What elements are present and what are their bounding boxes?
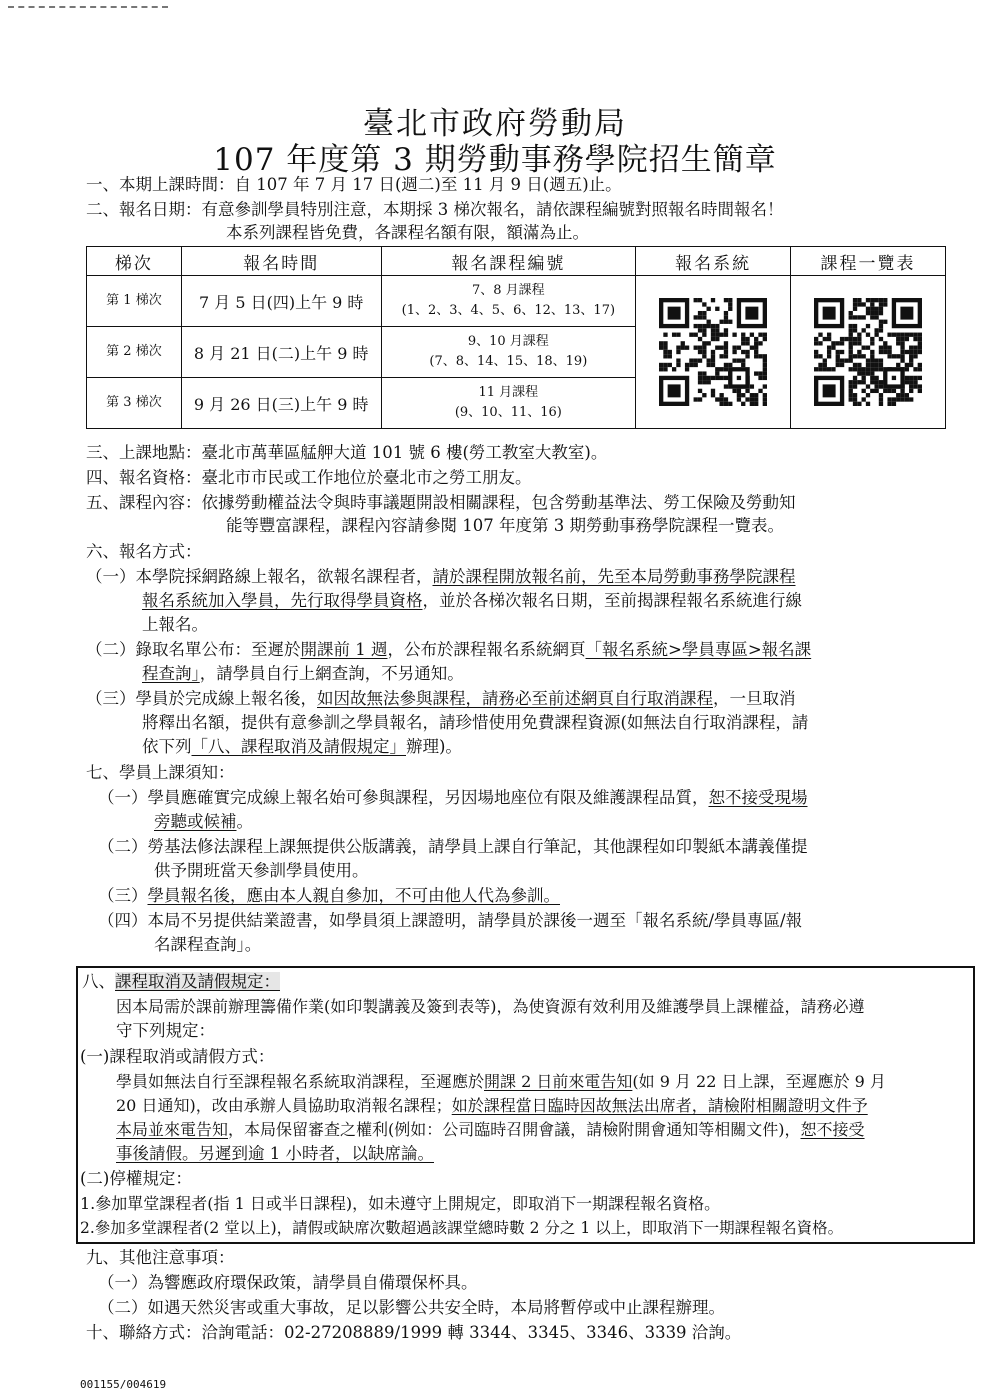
section-1: 一、本期上課時間：自 107 年 7 月 17 日(週二)至 11 月 9 日(週五)止。 xyxy=(86,175,622,194)
codes-months: 9、10 月課程 xyxy=(467,334,549,349)
codes-cell xyxy=(381,327,636,378)
table-row xyxy=(87,276,946,327)
section-8-rule-line-3: 本局並來電告知，本局保留審查之權利(例如：公司臨時召開會議，請檢附開會通知等相關文件)，恕不接受 xyxy=(116,1120,865,1139)
section-8-rule-line-2: 20 日通知)，改由承辦人員協助取消報名課程；如於課程當日臨時因故無法出席者，請檢附相關證明文件予 xyxy=(116,1096,868,1115)
section-7-item-1-cont: 旁聽或候補。 xyxy=(154,812,253,831)
suspension-rule-2: 2.參加多堂課程者(2 堂以上)，請假或缺席次數超過該課堂總時數 2 分之 1 以上，即取消下一期課程報名資格。 xyxy=(80,1219,844,1237)
section-6-item-1: （一）本學院採網路線上報名，欲報名課程者，請於課程開放報名前，先至本局勞動事務學院課程 xyxy=(86,567,796,586)
codes-list: (7、8、14、15、18、19) xyxy=(429,354,588,369)
section-4: 四、報名資格：臺北市市民或工作地位於臺北市之勞工朋友。 xyxy=(86,468,532,487)
section-2-line-2: 本系列課程皆免費，各課程名額有限，額滿為止。 xyxy=(226,223,589,242)
section-7-item-3: （三）學員報名後，應由本人親自參加，不可由他人代為參訓。 xyxy=(98,886,560,905)
header-round: 梯次 xyxy=(87,247,182,276)
qr-code-icon[interactable] xyxy=(814,298,922,406)
scan-mark xyxy=(8,6,168,11)
codes-list: (1、2、3、4、5、6、12、13、17) xyxy=(401,303,616,318)
codes-list: (9、10、11、16) xyxy=(454,405,562,420)
section-8-paragraph-cont: 守下列規定： xyxy=(116,1021,215,1040)
codes-cell xyxy=(381,276,636,327)
section-9-item-2: （二）如遇天然災害或重大事故，足以影響公共安全時，本局將暫停或中止課程辦理。 xyxy=(98,1298,725,1317)
document-subtitle: 107 年度第 3 期勞動事務學院招生簡章 xyxy=(213,142,777,178)
section-7-item-1: （一）學員應確實完成線上報名始可參與課程，另因場地座位有限及維護課程品質，恕不接受現場 xyxy=(98,788,808,807)
header-list: 課程一覽表 xyxy=(791,247,946,276)
section-6-item-2-cont: 程查詢」，請學員自行上網查詢，不另通知。 xyxy=(142,664,464,683)
section-8-sub-1: (一)課程取消或請假方式： xyxy=(80,1047,275,1066)
section-3: 三、上課地點：臺北市萬華區艋舺大道 101 號 6 樓(勞工教室大教室)。 xyxy=(86,443,608,462)
time-cell: 9 月 26 日(三)上午 9 時 xyxy=(181,378,381,429)
round-cell: 第 1 梯次 xyxy=(87,276,182,327)
round-cell: 第 2 梯次 xyxy=(87,327,182,378)
round-cell: 第 3 梯次 xyxy=(87,378,182,429)
section-8-paragraph: 因本局需於課前辦理籌備作業(如印製講義及簽到表等)，為使資源有效利用及維護學員上課權益，請務必遵 xyxy=(116,997,865,1016)
section-5-line-1: 五、課程內容：依據勞動權益法令與時事議題開設相關課程，包含勞動基準法、勞工保險及勞動知 xyxy=(86,493,796,512)
section-8-rule-line-4: 事後請假。另遲到逾 1 小時者，以缺席論。 xyxy=(116,1144,434,1163)
section-8-sub-2: (二)停權規定： xyxy=(80,1169,192,1188)
section-9-heading: 九、其他注意事項： xyxy=(86,1248,235,1267)
section-8-heading: 八、課程取消及請假規定： xyxy=(82,972,280,991)
time-cell: 8 月 21 日(二)上午 9 時 xyxy=(181,327,381,378)
qr-code-icon[interactable] xyxy=(659,298,767,406)
qr-list-cell xyxy=(791,276,946,429)
section-6-item-2: （二）錄取名單公布：至遲於開課前 1 週，公布於課程報名系統網頁「報名系統>學員專區>報名課 xyxy=(86,640,812,659)
section-2-line-1: 二、報名日期：有意參訓學員特別注意，本期採 3 梯次報名，請依課程編號對照報名時間報名！ xyxy=(86,200,784,219)
section-7-item-2: （二）勞基法修法課程上課無提供公版講義，請學員上課自行筆記，其他課程如印製紙本講義僅提 xyxy=(98,837,808,856)
codes-cell xyxy=(381,378,636,429)
section-6-item-3-cont: 將釋出名額，提供有意參訓之學員報名，請珍惜使用免費課程資源(如無法自行取消課程，請 xyxy=(142,713,809,732)
section-6-item-3-end: 依下列「八、課程取消及請假規定」辦理)。 xyxy=(142,737,462,756)
section-6-item-1-end: 上報名。 xyxy=(142,615,208,634)
section-10-contact: 十、聯絡方式：洽詢電話：02-27208889/1999 轉 3344、3345、3346、3339 洽詢。 xyxy=(86,1323,742,1342)
time-cell: 7 月 5 日(四)上午 9 時 xyxy=(181,276,381,327)
qr-system-cell xyxy=(636,276,791,429)
header-system: 報名系統 xyxy=(636,247,791,276)
codes-months: 7、8 月課程 xyxy=(472,283,545,298)
section-8-rule-line-1: 學員如無法自行至課程報名系統取消課程，至遲應於開課 2 日前來電告知(如 9 月 22 日上課，至遲應於 9 月 xyxy=(116,1072,886,1091)
header-codes: 報名課程編號 xyxy=(381,247,636,276)
section-7-heading: 七、學員上課須知： xyxy=(86,763,235,782)
section-5-line-2: 能等豐富課程，課程內容請參閱 107 年度第 3 期勞動事務學院課程一覽表。 xyxy=(226,516,784,535)
codes-months: 11 月課程 xyxy=(478,385,539,400)
section-7-item-4: （四）本局不另提供結業證書，如學員須上課證明，請學員於課後一週至「報名系統/學員專區/報 xyxy=(98,911,803,930)
schedule-table xyxy=(86,246,946,429)
section-9-item-1: （一）為響應政府環保政策，請學員自備環保杯具。 xyxy=(98,1273,478,1292)
document-footer-code: 001155/004619 xyxy=(80,1378,167,1391)
section-7-item-4-cont: 名課程查詢」。 xyxy=(154,935,262,954)
header-time: 報名時間 xyxy=(181,247,381,276)
suspension-rule-1: 1.參加單堂課程者(指 1 日或半日課程)，如未遵守上開規定，即取消下一期課程報名資格。 xyxy=(80,1194,721,1213)
section-7-item-2-cont: 供予開班當天參訓學員使用。 xyxy=(154,861,369,880)
section-6-item-3: （三）學員於完成線上報名後，如因故無法參與課程，請務必至前述網頁自行取消課程，一旦取消 xyxy=(86,689,796,708)
document-title: 臺北市政府勞動局 xyxy=(363,106,627,142)
section-6-heading: 六、報名方式： xyxy=(86,542,202,561)
section-6-item-1-cont: 報名系統加入學員，先行取得學員資格，並於各梯次報名日期，至前揭課程報名系統進行線 xyxy=(142,591,802,610)
